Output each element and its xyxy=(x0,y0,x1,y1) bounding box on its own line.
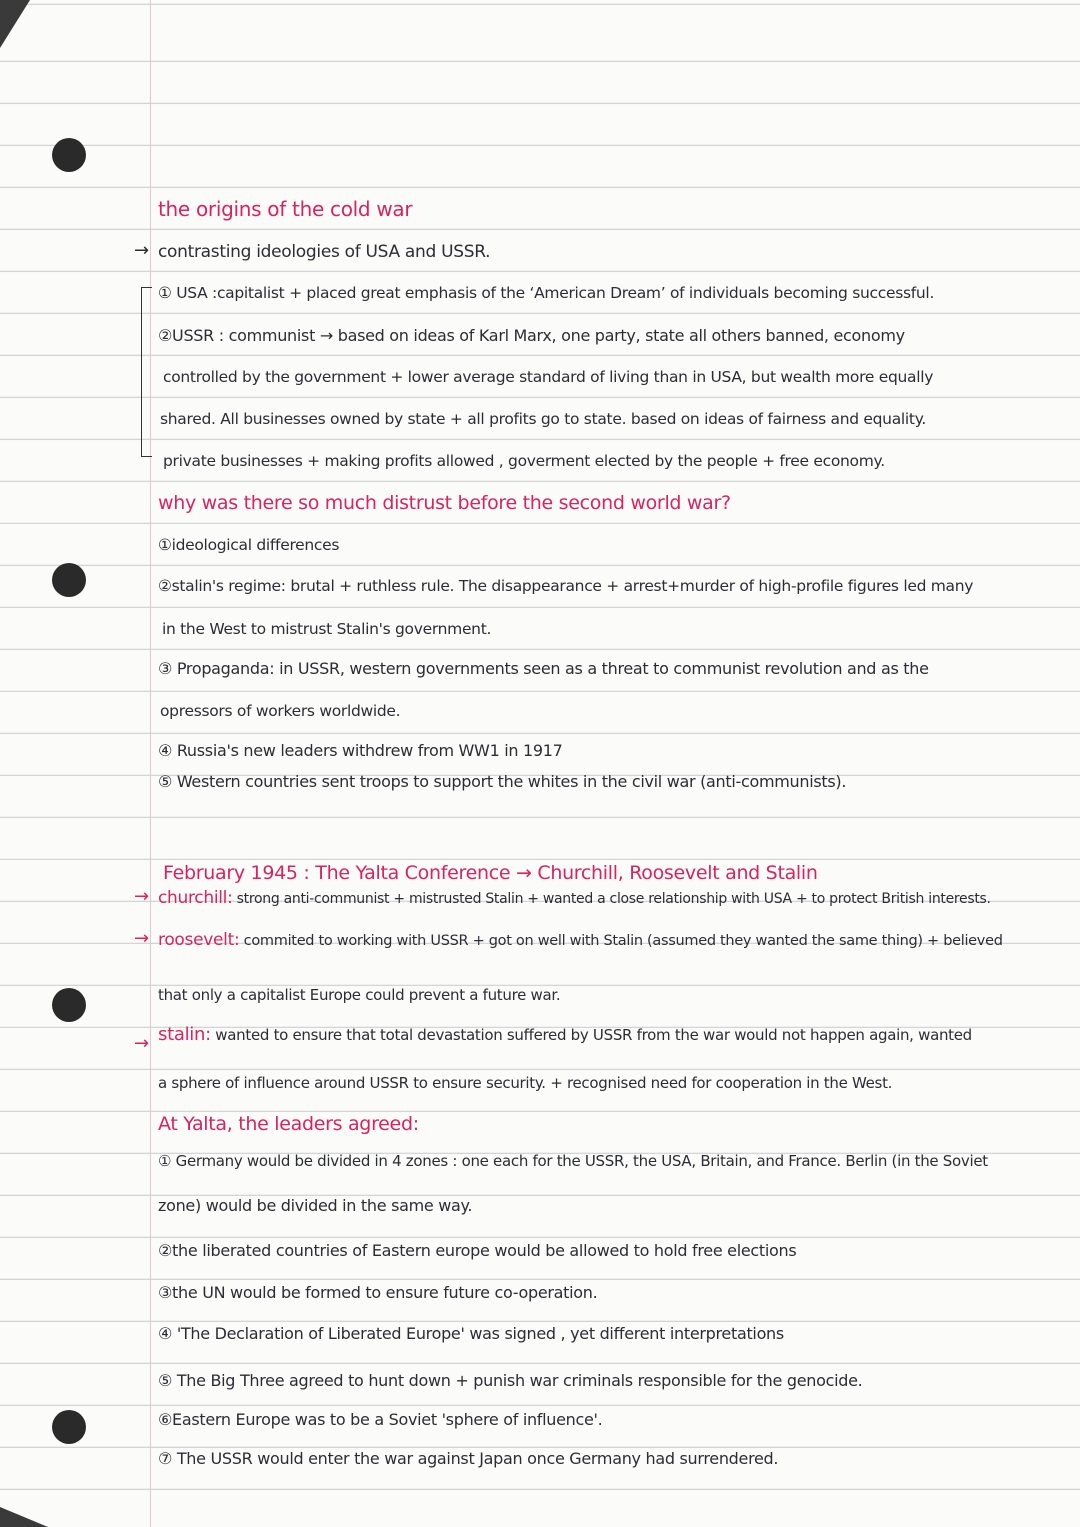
leader-line xyxy=(158,1024,972,1045)
margin-line xyxy=(150,0,151,1527)
arrow-icon: → xyxy=(134,886,150,907)
note-line: controlled by the government + lower average standard of living than in USA, but wealth more equally xyxy=(163,368,934,386)
note-line: ②USSR : communist → based on ideas of Karl Marx, one party, state all others banned, economy xyxy=(158,326,905,345)
leader-line: a sphere of influence around USSR to ensure security. + recognised need for cooperation in the West. xyxy=(158,1074,893,1092)
heading-agreed: At Yalta, the leaders agreed: xyxy=(158,1113,419,1135)
note-line: ③the UN would be formed to ensure future co-operation. xyxy=(158,1283,598,1302)
note-line: contrasting ideologies of USA and USSR. xyxy=(158,242,491,262)
leader-line xyxy=(158,888,991,908)
heading-distrust: why was there so much distrust before the second world war? xyxy=(158,492,731,514)
arrow-icon: → xyxy=(134,1033,150,1054)
note-line: ⑦ The USSR would enter the war against Japan once Germany had surrendered. xyxy=(158,1449,779,1468)
note-line: ⑤ The Big Three agreed to hunt down + punish war criminals responsible for the genocide. xyxy=(158,1371,863,1390)
leader-text: wanted to ensure that total devastation suffered by USSR from the war would not happen again, wanted xyxy=(210,1026,972,1044)
note-line: ④ 'The Declaration of Liberated Europe' was signed , yet different interpretations xyxy=(158,1324,784,1343)
note-line: ③ Propaganda: in USSR, western governments seen as a threat to communist revolution and as the xyxy=(158,659,929,678)
leader-name: stalin: xyxy=(158,1024,211,1045)
heading-origins: the origins of the cold war xyxy=(158,197,413,221)
bracket-connector xyxy=(141,287,152,457)
note-line: ⑤ Western countries sent troops to support the whites in the civil war (anti-communists). xyxy=(158,772,847,791)
note-line: ④ Russia's new leaders withdrew from WW1 in 1917 xyxy=(158,741,563,760)
note-line: zone) would be divided in the same way. xyxy=(158,1196,473,1215)
leader-line: that only a capitalist Europe could prevent a future war. xyxy=(158,986,561,1004)
arrow-icon: → xyxy=(134,240,150,261)
note-line: private businesses + making profits allowed , goverment elected by the people + free economy. xyxy=(163,452,885,470)
note-line: ① USA :capitalist + placed great emphasis of the ‘American Dream’ of individuals becoming successful. xyxy=(158,284,935,302)
heading-yalta: February 1945 : The Yalta Conference → Churchill, Roosevelt and Stalin xyxy=(163,862,818,884)
punch-hole xyxy=(52,1410,86,1444)
punch-hole xyxy=(52,563,86,597)
note-line: ①ideological differences xyxy=(158,536,340,554)
note-line: ②the liberated countries of Eastern europe would be allowed to hold free elections xyxy=(158,1241,797,1260)
note-line: opressors of workers worldwide. xyxy=(160,702,401,720)
note-line: in the West to mistrust Stalin's government. xyxy=(162,620,492,638)
punch-hole xyxy=(52,138,86,172)
leader-text: commited to working with USSR + got on well with Stalin (assumed they wanted the same thing) + believed xyxy=(239,933,1003,949)
note-line: ① Germany would be divided in 4 zones : one each for the USSR, the USA, Britain, and France. Berlin (in the Soviet xyxy=(158,1152,988,1170)
arrow-icon: → xyxy=(134,928,150,949)
leader-line xyxy=(158,930,1003,950)
leader-text: strong anti-communist + mistrusted Stalin + wanted a close relationship with USA + to protect British interests. xyxy=(232,891,991,907)
note-line: shared. All businesses owned by state + all profits go to state. based on ideas of fairness and equality. xyxy=(160,410,926,428)
leader-name: churchill: xyxy=(158,888,233,908)
note-line: ⑥Eastern Europe was to be a Soviet 'sphere of influence'. xyxy=(158,1410,603,1429)
corner-shadow-top xyxy=(0,0,30,48)
punch-hole xyxy=(52,988,86,1022)
leader-name: roosevelt: xyxy=(158,930,240,950)
note-line: ②stalin's regime: brutal + ruthless rule. The disappearance + arrest+murder of high-profile figures led many xyxy=(158,577,974,595)
corner-shadow-bottom xyxy=(0,1507,48,1527)
